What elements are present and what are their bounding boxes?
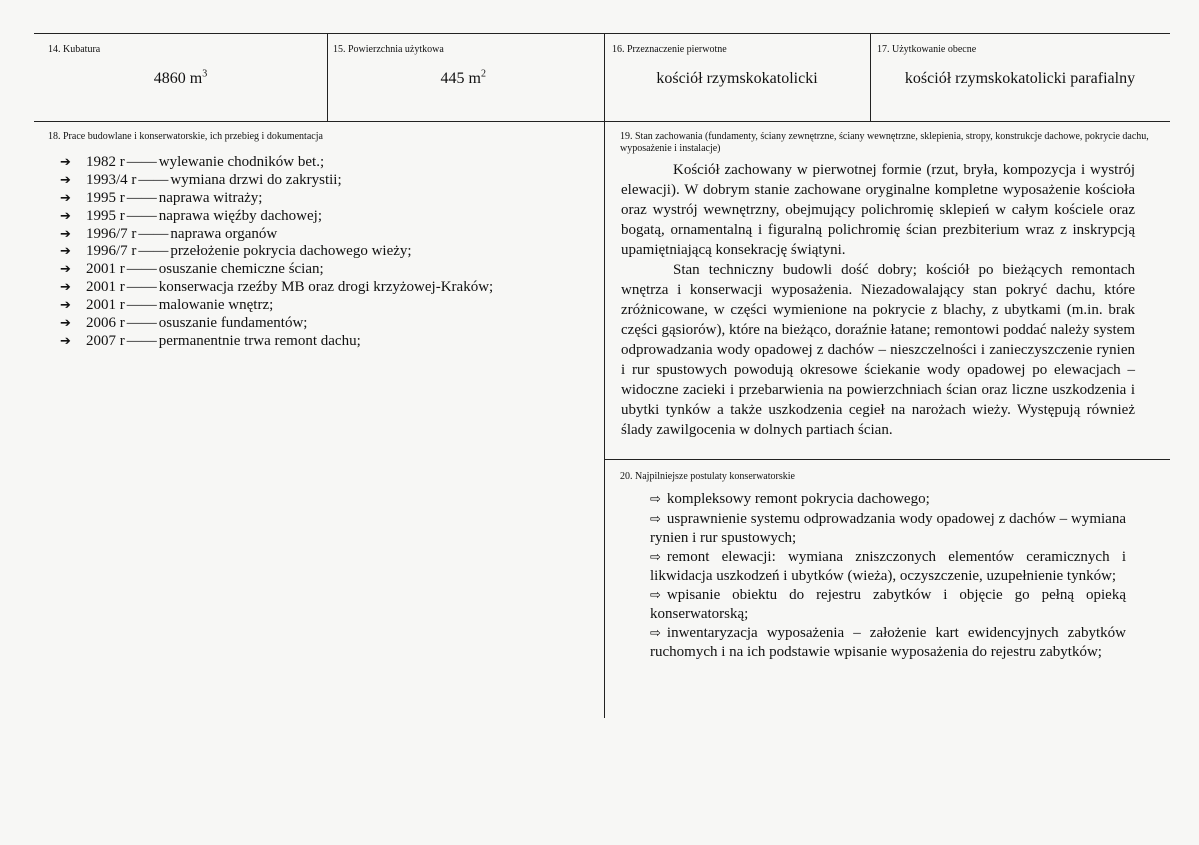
circled-arrow-icon: ➔ — [60, 155, 71, 170]
work-dash: —— — [126, 154, 157, 170]
work-dash: —— — [126, 207, 157, 224]
work-description: malowanie wnętrz; — [158, 297, 274, 314]
work-year: 2001 r — [86, 279, 125, 296]
work-year: 2006 r — [86, 315, 125, 332]
works-list-item — [60, 190, 493, 208]
postulate-item — [650, 490, 1126, 509]
works-label: 18. Prace budowlane i konserwatorskie, ich przebieg i dokumentacja — [48, 131, 323, 142]
postulate-item — [650, 586, 1126, 623]
cubature-value: 4860 $m^3$ — [153, 68, 208, 87]
works-list-item — [60, 243, 493, 261]
outline-arrow-right-icon: ⇨ — [650, 512, 661, 527]
outline-arrow-right-icon: ⇨ — [650, 588, 661, 603]
original-purpose-value: kościół rzymskokatolicki — [656, 70, 818, 87]
work-description: osuszanie fundamentów; — [158, 315, 308, 332]
circled-arrow-icon: ➔ — [60, 172, 71, 188]
works-list-item — [60, 279, 493, 297]
cubature-label: 14. Kubatura — [48, 44, 101, 55]
work-description: przełożenie pokrycia dachowego wieży; — [170, 243, 412, 260]
work-dash: —— — [126, 332, 157, 349]
work-description: wylewanie chodników bet.; — [158, 154, 325, 170]
works-list-item — [60, 261, 493, 279]
work-dash: —— — [138, 243, 169, 260]
circled-arrow-icon: ➔ — [60, 280, 71, 296]
work-year: 1996/7 r — [86, 243, 137, 260]
current-use-label: 17. Użytkowanie obecne — [877, 44, 977, 55]
works-list-item — [60, 208, 493, 226]
postulates-label: 20. Najpilniejsze postulaty konserwatorskie — [620, 471, 795, 482]
work-dash: —— — [138, 225, 169, 242]
work-year: 1982 r — [86, 154, 125, 170]
state-label: 19. Stan zachowania (fundamenty, ściany zewnętrzne, ściany wewnętrzne, sklepienia, stropy, konstrukcje dachowe, pokrycie dachu, wyposażenie i instalacje) — [620, 131, 1149, 154]
work-dash: —— — [126, 189, 157, 206]
main-divider — [604, 121, 605, 718]
circled-arrow-icon: ➔ — [60, 262, 71, 278]
work-year: 1993/4 r — [86, 171, 137, 188]
section-19-bottom-line — [604, 459, 1170, 460]
work-year: 2007 r — [86, 332, 125, 349]
original-purpose-label: 16. Przeznaczenie pierwotne — [612, 44, 727, 55]
work-year: 1995 r — [86, 207, 125, 224]
usable-area-value: 445 $m^2$ — [440, 68, 486, 87]
top-border-line — [34, 33, 1170, 34]
circled-arrow-icon: ➔ — [60, 244, 71, 260]
postulate-text: remont elewacji: wymiana zniszczonych elementów ceramicznych i likwidacja uszkodzeń i ubytków (wieża), oczyszczenie, uzupełnienie tynków; — [650, 549, 1126, 584]
work-description: naprawa organów — [170, 225, 278, 242]
postulate-text: wpisanie obiektu do rejestru zabytków i objęcie go pełną opieką konserwatorską; — [650, 587, 1126, 622]
circled-arrow-icon: ➔ — [60, 226, 71, 242]
postulate-text: inwentaryzacja wyposażenia – założenie kart ewidencyjnych zabytków ruchomych i na ich podstawie wpisanie wyposażenia do rejestru zabytków; — [650, 625, 1126, 660]
work-dash: —— — [138, 171, 169, 188]
work-description: wymiana drzwi do zakrystii; — [170, 171, 342, 188]
work-year: 1995 r — [86, 189, 125, 206]
circled-arrow-icon: ➔ — [60, 208, 71, 224]
work-year: 2001 r — [86, 297, 125, 314]
work-description: naprawa więźby dachowej; — [158, 207, 323, 224]
works-list-item — [60, 297, 493, 315]
works-list-item — [60, 172, 493, 190]
work-dash: —— — [126, 261, 157, 278]
postulates-list — [650, 490, 1126, 662]
postulate-text: usprawnienie systemu odprowadzania wody opadowej z dachów – wymiana rynien i rur spustowych; — [650, 511, 1126, 546]
circled-arrow-icon: ➔ — [60, 298, 71, 314]
state-paragraph-2: Stan techniczny budowli dość dobry; kościół po bieżących remontach wnętrza i konserwacji wyposażenia. Niezadowalający stan pokryć dachu, które zróżnicowane, w części wymienione na pokrycie z blachy, z ubytkami (m.in. brak części gąsiorów), które na bieżąco, doraźnie łatane; remontowi poddać należy system odprowadzania wody opadowej z dachów – nieszczelności i zanieczyszczenie rynien i rur spustowych powodują okresowe ściekanie wody opadowej po elewacjach – widoczne zacieki i przebarwienia na powierzchniach ścian oraz liczne uszkodzenia i ubytki tynków a także uszkodzenia cegieł na narożach wieży. Występują również ślady zawilgocenia w dolnych partiach ścian. — [621, 262, 1135, 438]
works-list-item — [60, 226, 493, 244]
work-year: 2001 r — [86, 261, 125, 278]
circled-arrow-icon: ➔ — [60, 190, 71, 206]
circled-arrow-icon: ➔ — [60, 333, 71, 349]
works-list — [60, 154, 493, 351]
work-dash: —— — [126, 297, 157, 314]
outline-arrow-right-icon: ⇨ — [650, 626, 661, 641]
work-dash: —— — [126, 315, 157, 332]
usable-area-label: 15. Powierzchnia użytkowa — [333, 44, 444, 55]
postulate-item — [650, 624, 1126, 661]
postulate-text: kompleksowy remont pokrycia dachowego; — [666, 491, 930, 507]
outline-arrow-right-icon: ⇨ — [650, 492, 661, 507]
state-description — [621, 160, 1135, 440]
header-bottom-line — [34, 121, 1170, 122]
works-list-item — [60, 333, 493, 351]
work-description: permanentnie trwa remont dachu; — [158, 332, 361, 349]
outline-arrow-right-icon: ⇨ — [650, 550, 661, 565]
work-description: naprawa witraży; — [158, 189, 263, 206]
current-use-value: kościół rzymskokatolicki parafialny — [904, 70, 1136, 87]
work-year: 1996/7 r — [86, 225, 137, 242]
postulate-item — [650, 510, 1126, 547]
circled-arrow-icon: ➔ — [60, 316, 71, 332]
work-dash: —— — [126, 279, 157, 296]
postulate-item — [650, 548, 1126, 585]
work-description: konserwacja rzeźby MB oraz drogi krzyżowej-Kraków; — [158, 279, 494, 296]
state-paragraph-1: Kościół zachowany w pierwotnej formie (rzut, bryła, kompozycja i wystrój elewacji). W dobrym stanie zachowane oryginalne kompletne wyposażenie kościoła oraz wystrój wewnętrzny, obejmujący polichromię sklepień w całym kościele oraz bogatą, ornamentalną i figuralną polichromię ścian prezbiterium wraz z inskrypcją upamiętniającą konsekrację świątyni. — [621, 162, 1135, 258]
work-description: osuszanie chemiczne ścian; — [158, 261, 324, 278]
works-list-item — [60, 315, 493, 333]
works-list-item — [60, 154, 493, 172]
